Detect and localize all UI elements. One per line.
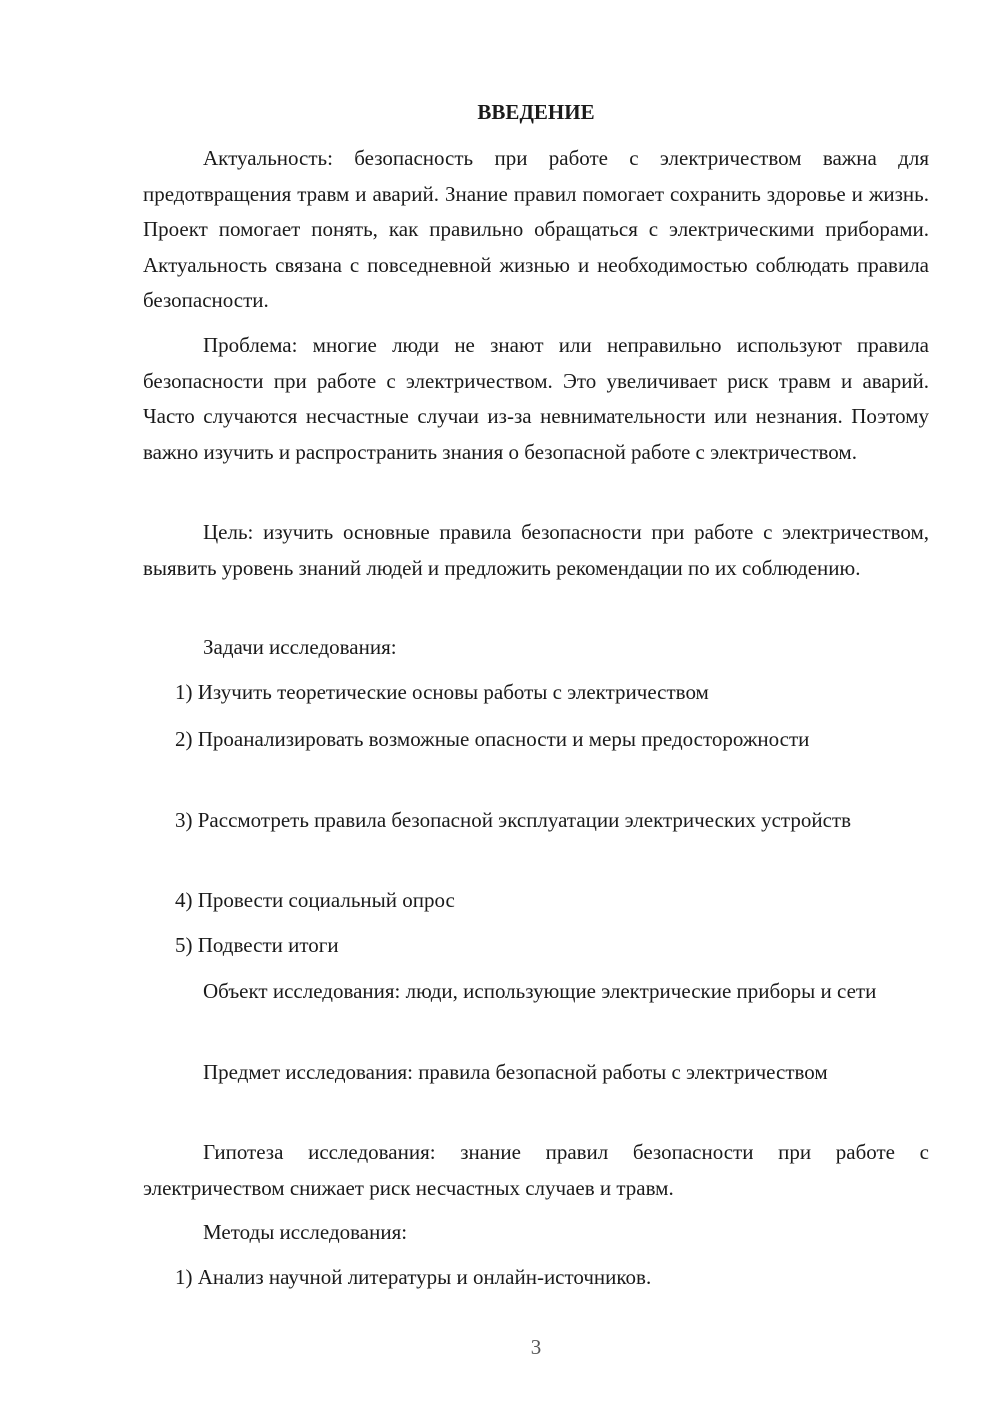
page-number: 3	[530, 1335, 542, 1359]
method-item-1: 1) Анализ научной литературы и онлайн-источников.	[175, 1265, 652, 1289]
object-paragraph: Объект исследования: люди, использующие электрические приборы и сети	[203, 979, 877, 1003]
subject-paragraph: Предмет исследования: правила безопасной работы с электричеством	[203, 1060, 828, 1084]
task-item-1: 1) Изучить теоретические основы работы с электричеством	[175, 680, 709, 704]
methods-title: Методы исследования:	[203, 1220, 408, 1244]
task-item-5: 5) Подвести итоги	[175, 933, 339, 957]
task-item-2: 2) Проанализировать возможные опасности и меры предосторожности	[175, 727, 810, 751]
task-item-3: 3) Рассмотреть правила безопасной эксплуатации электрических устройств	[175, 808, 851, 832]
task-item-4: 4) Провести социальный опрос	[175, 888, 455, 912]
hypothesis-paragraph: Гипотеза исследования: знание правил безопасности при работе с электричеством снижает риск несчастных случаев и травм.	[143, 1140, 929, 1200]
problem-paragraph: Проблема: многие люди не знают или неправильно используют правила безопасности при работе с электричеством. Это увеличивает риск травм и аварий. Часто случаются несчастные случаи из-за невнимательности или незнания. Поэтому важно изучить и распространить знания о безопасной работе с электричеством.	[143, 333, 929, 464]
section-heading: ВВЕДЕНИЕ	[477, 100, 595, 124]
relevance-paragraph: Актуальность: безопасность при работе с электричеством важна для предотвращения травм и аварий. Знание правил помогает сохранить здоровье и жизнь. Проект помогает понять, как правильно обращаться с электрическими приборами. Актуальность связана с повседневной жизнью и необходимостью соблюдать правила безопасности.	[143, 146, 929, 312]
goal-paragraph: Цель: изучить основные правила безопасности при работе с электричеством, выявить уровень знаний людей и предложить рекомендации по их соблюдению.	[143, 520, 929, 580]
tasks-title: Задачи исследования:	[203, 635, 397, 659]
